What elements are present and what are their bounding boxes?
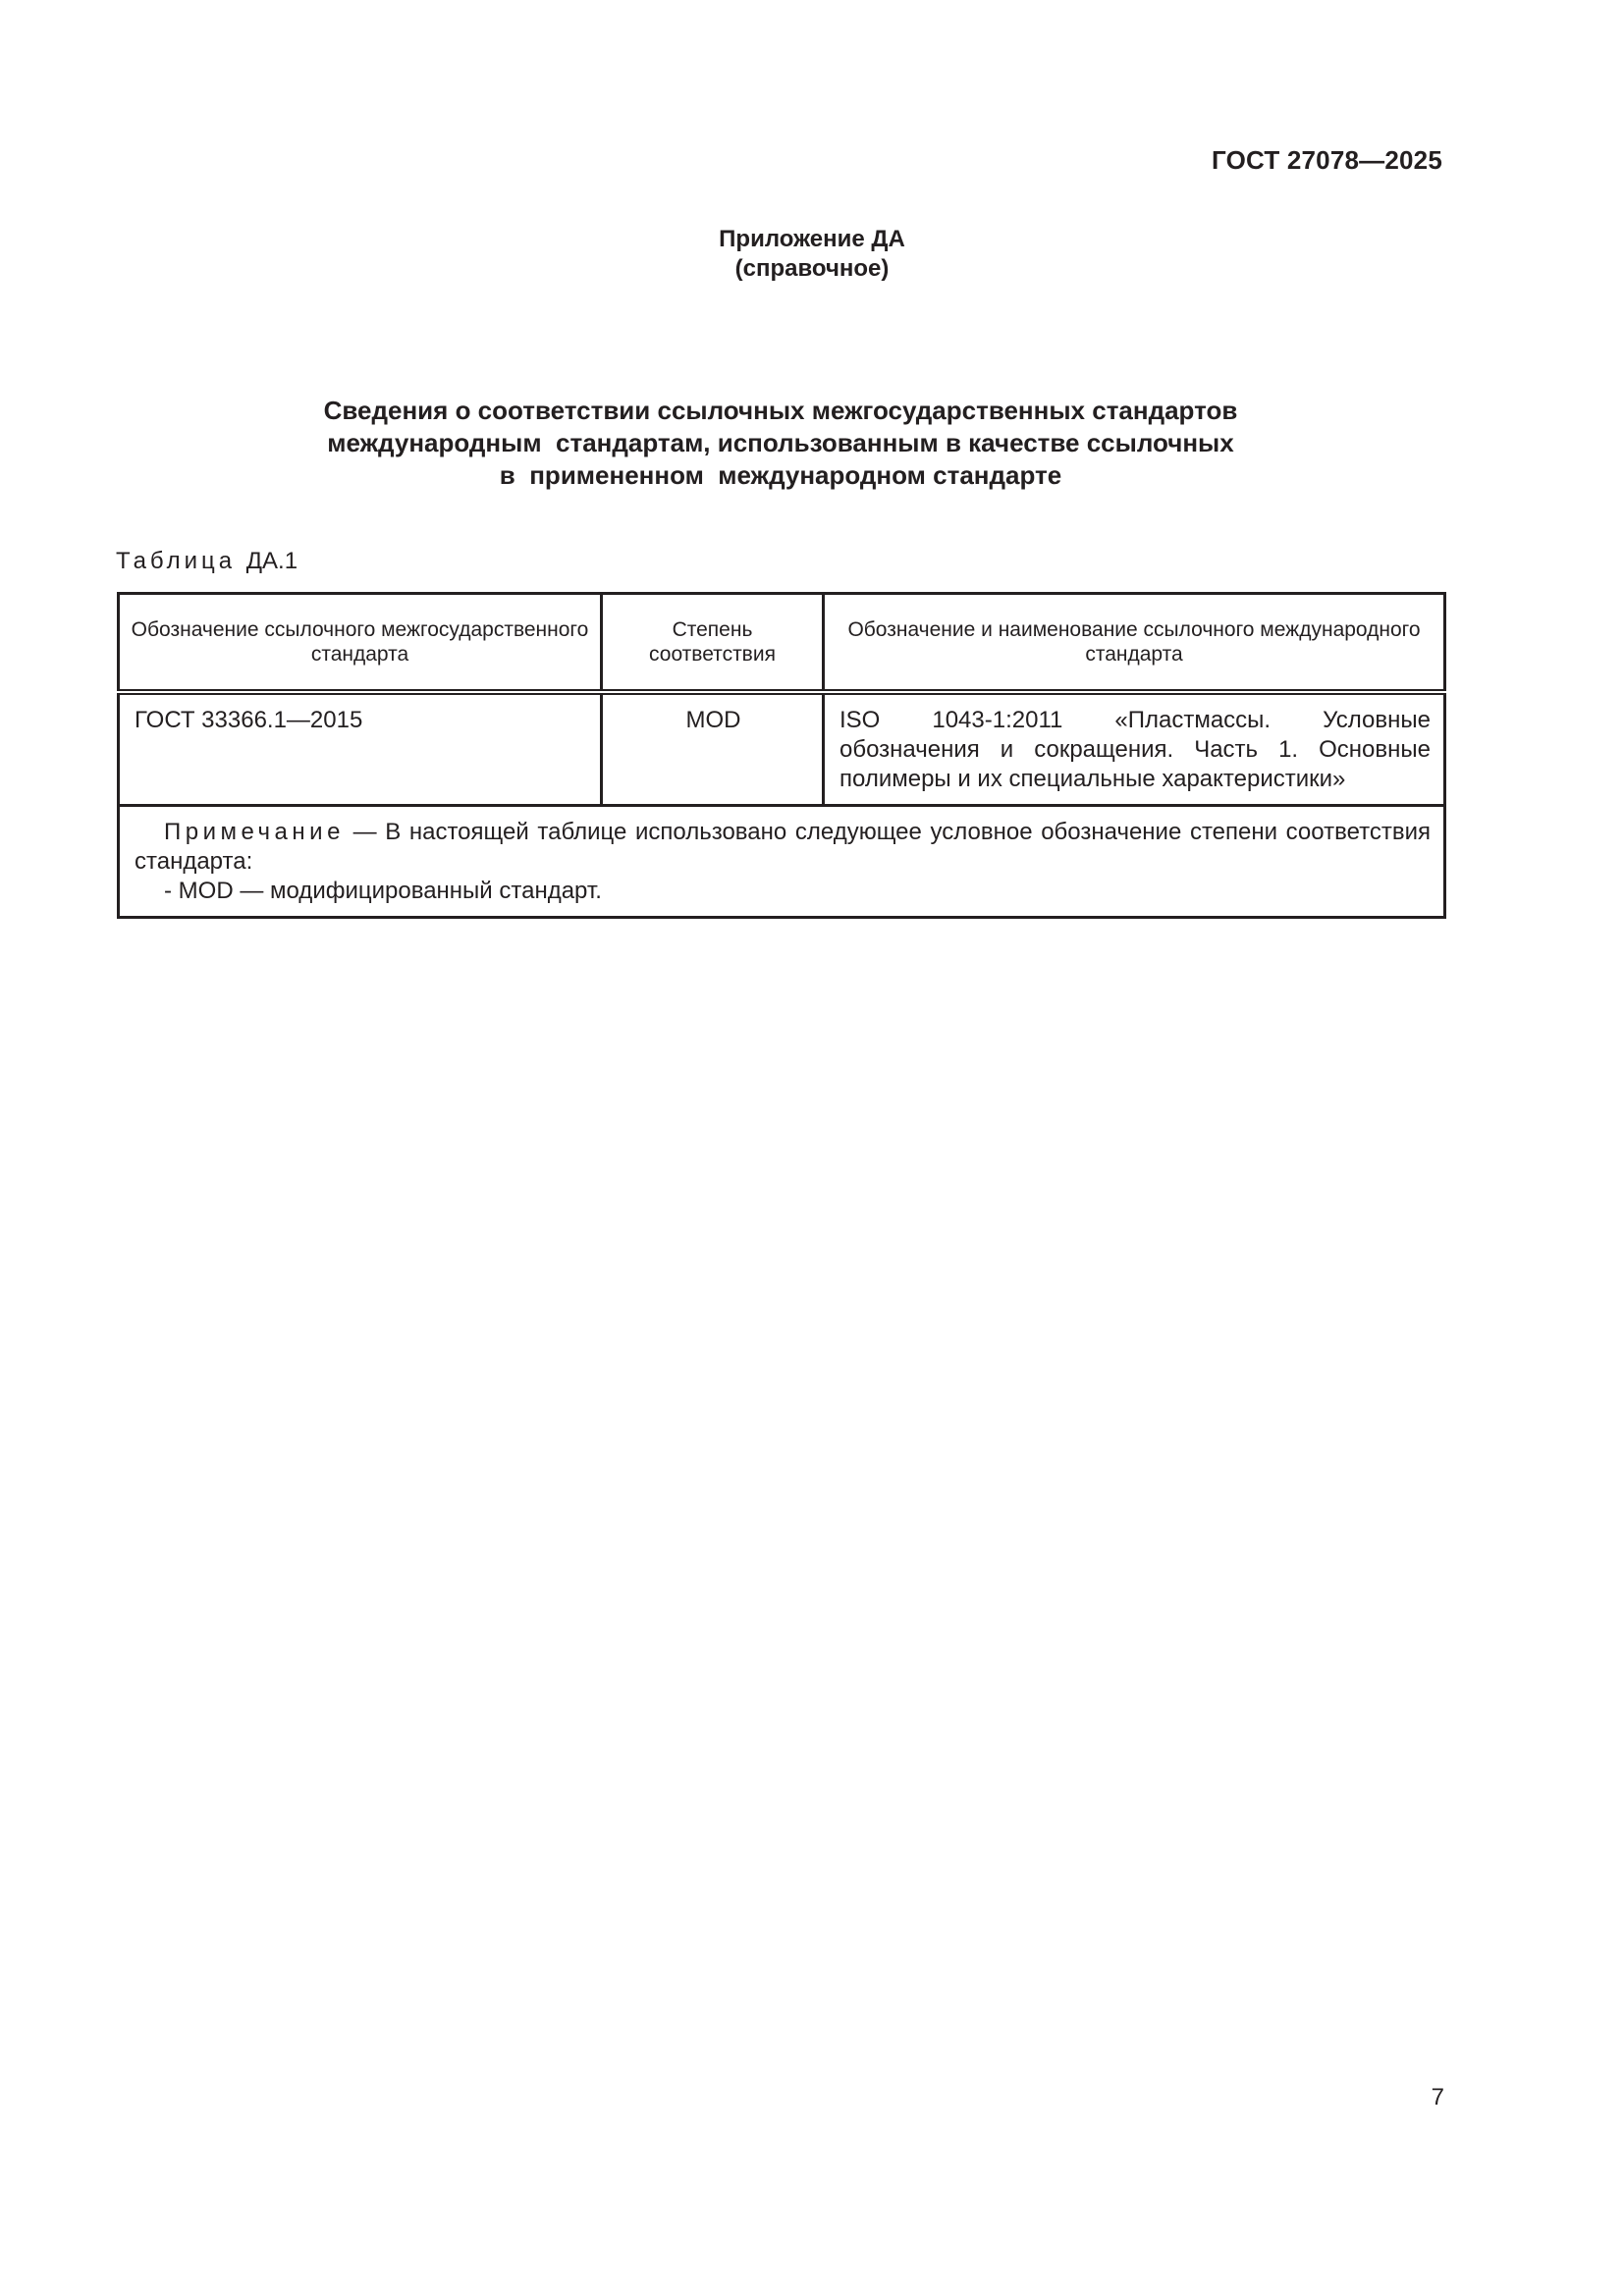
note-item: - MOD — модифицированный стандарт. — [164, 878, 602, 904]
table-row — [119, 692, 1445, 806]
appendix-title-line: в примененном международном стандарте — [499, 460, 1062, 490]
appendix-status: (справочное) — [734, 255, 890, 282]
cell-international-standard: ISO 1043-1:2011 «Пластмассы. Условные обозначения и сокращения. Часть 1. Основные полимеры и их специальные характеристики» — [824, 692, 1445, 806]
document-code: ГОСТ 27078—2025 — [1212, 145, 1442, 175]
reference-standards-table — [117, 592, 1446, 919]
appendix-name: Приложение ДА — [719, 226, 905, 252]
appendix-title-line: международным стандартам, использованным в качестве ссылочных — [327, 428, 1234, 457]
appendix-title-line: Сведения о соответствии ссылочных межгосударственных стандартов — [323, 396, 1238, 425]
table-caption — [116, 548, 298, 575]
appendix-title — [118, 395, 1443, 492]
column-header-interstate-standard: Обозначение ссылочного межгосударственного стандарта — [119, 594, 602, 693]
table-caption-label: Таблица — [116, 548, 237, 574]
note-text: — В настоящей таблице использовано следующее условное обозначение степени соответствия стандарта: — [135, 819, 1431, 875]
note-label: Примечание — [164, 819, 345, 845]
appendix-heading — [0, 225, 1624, 284]
note-text-block — [135, 818, 1431, 877]
column-header-degree: Степень соответствия — [602, 594, 824, 693]
table-note-row — [119, 806, 1445, 918]
cell-interstate-standard: ГОСТ 33366.1—2015 — [119, 692, 602, 806]
table-header-row — [119, 594, 1445, 693]
table-note — [119, 806, 1445, 918]
cell-degree: MOD — [602, 692, 824, 806]
table-caption-number: ДА.1 — [245, 548, 298, 574]
page-number: 7 — [1431, 2084, 1444, 2110]
column-header-international-standard: Обозначение и наименование ссылочного международного стандарта — [824, 594, 1445, 693]
